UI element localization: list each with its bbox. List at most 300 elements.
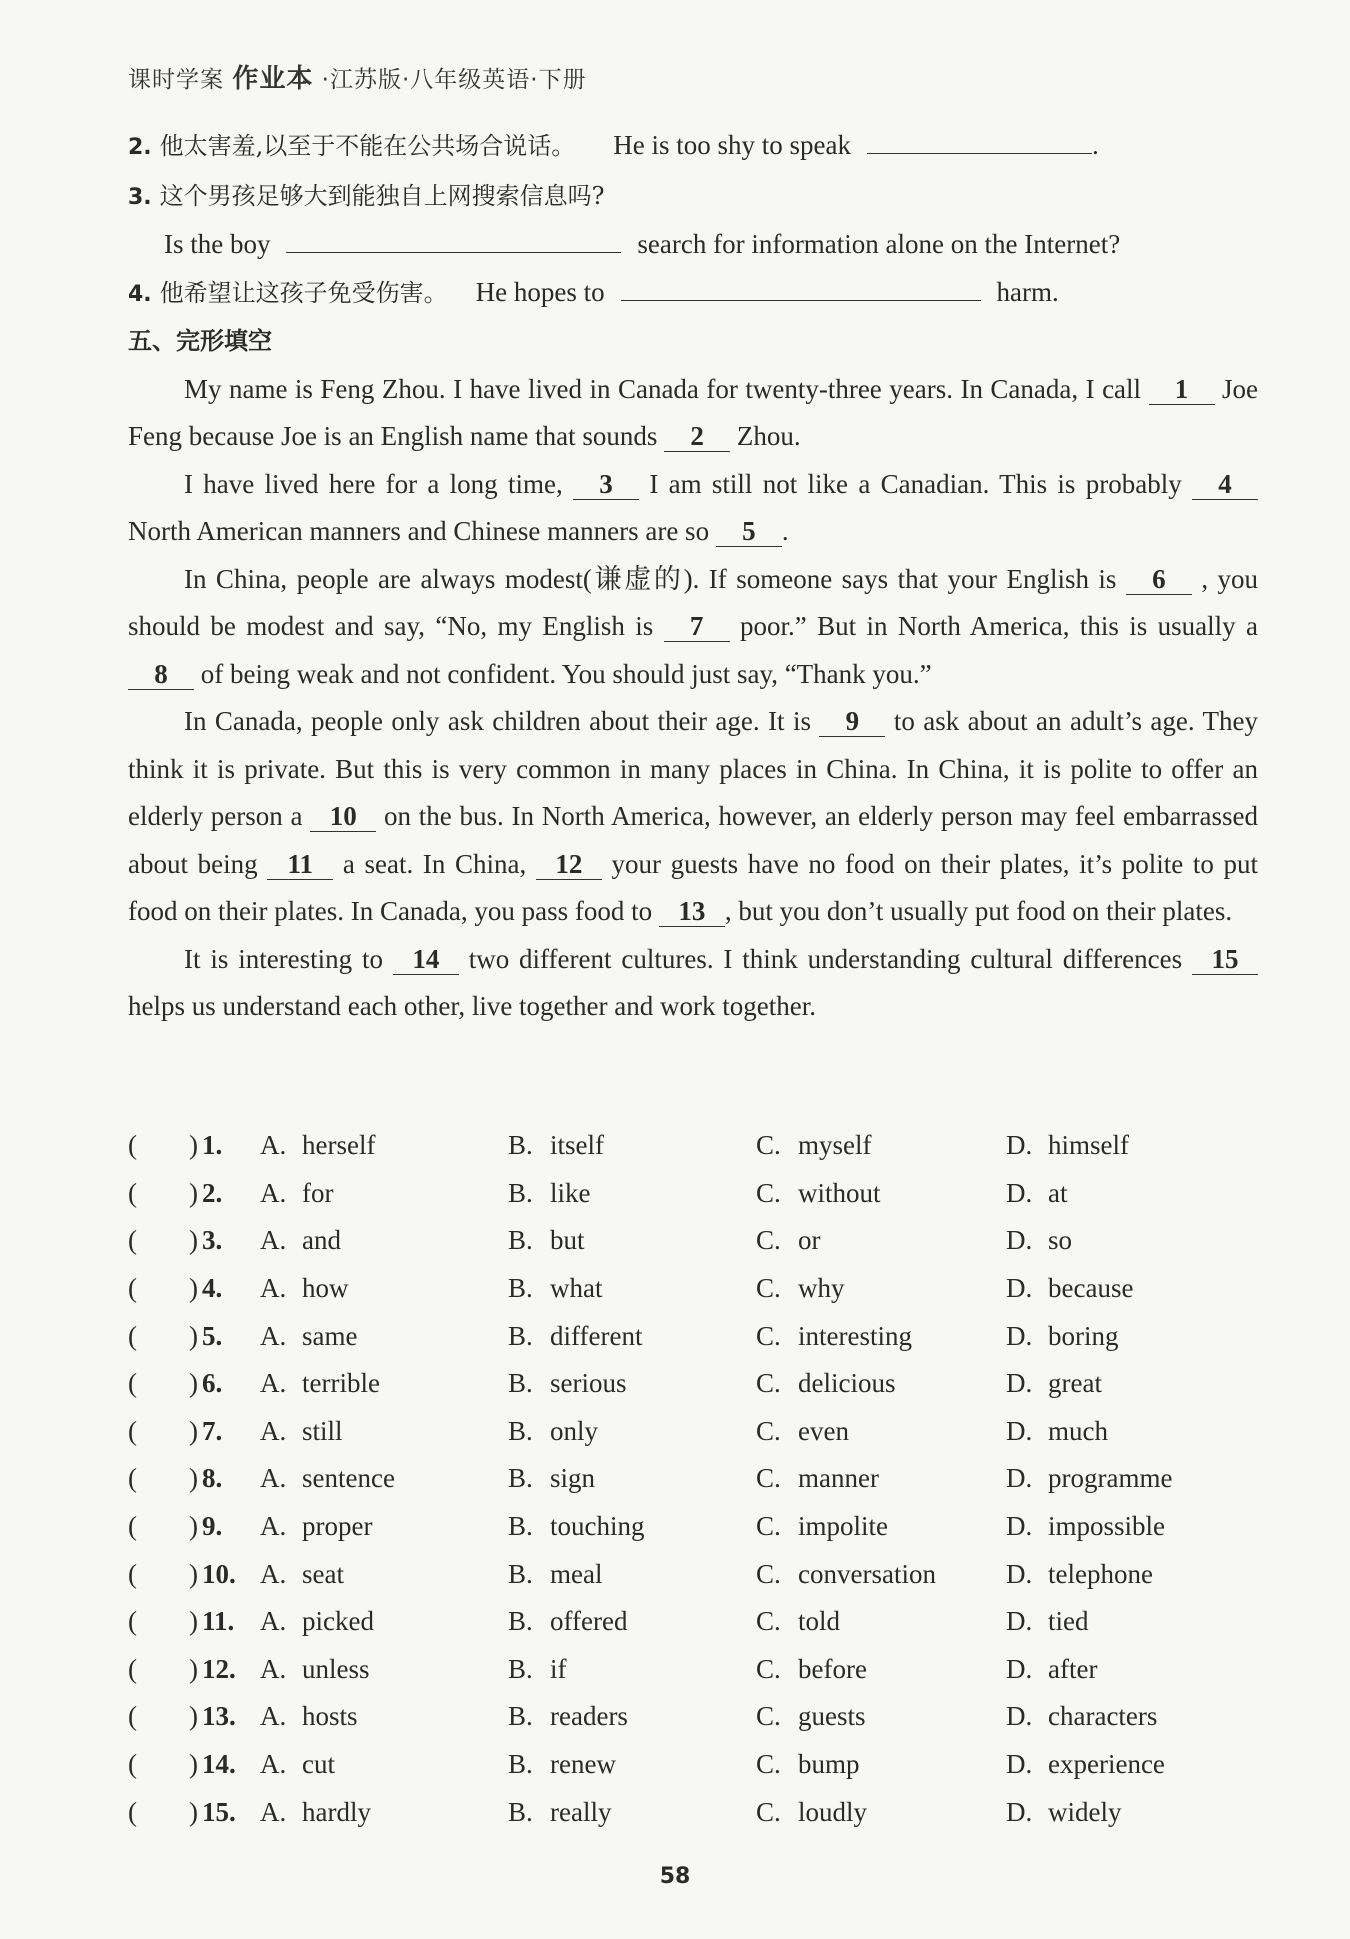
- choice-text: myself: [798, 1130, 872, 1161]
- english-end: harm.: [996, 276, 1059, 307]
- cloze-blank-9[interactable]: 9: [819, 706, 885, 737]
- choice-text: much: [1048, 1415, 1108, 1446]
- choice-letter: A.: [260, 1653, 287, 1684]
- chinese-sentence: 他希望让这孩子免受伤害。: [159, 278, 448, 307]
- choice-c[interactable]: [756, 1606, 1006, 1637]
- choice-b[interactable]: [508, 1178, 756, 1209]
- choice-letter: D.: [1006, 1368, 1033, 1399]
- chinese-sentence: 这个男孩足够大到能独自上网搜索信息吗?: [159, 181, 605, 210]
- choice-letter: B.: [508, 1558, 533, 1589]
- choice-text: impolite: [798, 1511, 888, 1542]
- choice-letter: A.: [260, 1511, 287, 1542]
- answer-bracket[interactable]: [128, 1749, 202, 1780]
- choice-b[interactable]: [508, 1606, 756, 1637]
- passage-paragraph-5: [128, 936, 1258, 1031]
- choice-letter: A.: [260, 1415, 287, 1446]
- option-row: [128, 1598, 1258, 1646]
- passage-text: , but you don’t usually put food on their plates.: [724, 896, 1233, 926]
- bracket-close: ): [189, 1558, 198, 1589]
- choice-text: sign: [550, 1463, 596, 1494]
- cloze-blank-14[interactable]: 14: [393, 944, 459, 975]
- choice-text: what: [550, 1273, 603, 1304]
- choice-b[interactable]: [508, 1273, 756, 1304]
- choice-text: at: [1048, 1177, 1068, 1208]
- choice-letter: C.: [756, 1463, 781, 1494]
- choice-letter: C.: [756, 1130, 781, 1161]
- choice-a[interactable]: [260, 1321, 508, 1352]
- answer-bracket[interactable]: [128, 1178, 202, 1209]
- choice-b[interactable]: [508, 1797, 756, 1828]
- bracket-open: (: [128, 1463, 137, 1494]
- bracket-close: ): [189, 1511, 198, 1542]
- choice-c[interactable]: [756, 1511, 1006, 1542]
- choice-a[interactable]: [260, 1797, 508, 1828]
- choice-text: or: [798, 1225, 821, 1256]
- question-number: 10.: [202, 1558, 236, 1589]
- option-row: [128, 1408, 1258, 1456]
- passage-text: My name is Feng Zhou. I have lived in Canada for twenty-three years. In Canada, I call: [184, 373, 1142, 404]
- choice-c[interactable]: [756, 1559, 1006, 1590]
- choice-b[interactable]: [508, 1130, 756, 1161]
- item-number: 3.: [128, 184, 152, 210]
- passage-text: poor.” But in North America, this is usually a: [740, 611, 1259, 641]
- page-header: [128, 58, 587, 95]
- choice-text: before: [798, 1653, 867, 1684]
- passage-text: In Canada, people only ask children about their age. It is: [184, 706, 811, 736]
- bracket-close: ): [189, 1463, 198, 1494]
- choice-text: manner: [798, 1463, 879, 1494]
- choice-letter: A.: [260, 1225, 287, 1256]
- choice-d[interactable]: [1006, 1368, 1236, 1399]
- choice-text: and: [302, 1225, 341, 1256]
- choice-text: telephone: [1048, 1558, 1153, 1589]
- choice-letter: B.: [508, 1177, 533, 1208]
- choice-letter: A.: [260, 1749, 287, 1780]
- cloze-blank-2[interactable]: 2: [664, 421, 730, 452]
- cloze-blank-15[interactable]: 15: [1192, 944, 1258, 975]
- cloze-blank-8[interactable]: 8: [128, 659, 194, 690]
- bracket-close: ): [189, 1796, 198, 1827]
- passage-text: .: [781, 516, 789, 546]
- choice-d[interactable]: [1006, 1416, 1236, 1447]
- choice-letter: A.: [260, 1130, 287, 1161]
- choice-b[interactable]: [508, 1368, 756, 1399]
- choice-text: widely: [1048, 1796, 1122, 1827]
- choice-text: different: [550, 1320, 643, 1351]
- choice-text: delicious: [798, 1368, 896, 1399]
- passage-text: I am still not like a Canadian. This is probably: [649, 468, 1182, 499]
- bracket-open: (: [128, 1511, 137, 1542]
- choice-text: same: [302, 1320, 358, 1351]
- passage-text: your guests have no food on their plates, it’s polite to put food on their plates. In Canada, you pass food to: [128, 848, 1259, 926]
- bracket-open: (: [128, 1606, 137, 1637]
- chinese-sentence: 他太害羞,以至于不能在公共场合说话。: [159, 132, 576, 160]
- choice-letter: A.: [260, 1463, 287, 1494]
- choice-d[interactable]: [1006, 1606, 1236, 1637]
- answer-bracket[interactable]: [128, 1463, 202, 1494]
- cloze-blank-12[interactable]: 12: [536, 849, 602, 880]
- choice-letter: C.: [756, 1653, 781, 1684]
- bracket-open: (: [128, 1368, 137, 1399]
- choice-b[interactable]: [508, 1559, 756, 1590]
- bracket-open: (: [128, 1749, 137, 1780]
- option-row: [128, 1693, 1258, 1741]
- passage-text: to ask about an adult’s age. They think it is private. But this is very common in many places in China. In China, it is polite to offer an elderly person a: [128, 706, 1258, 831]
- bracket-open: (: [128, 1653, 137, 1684]
- translation-item-4: [128, 269, 1258, 319]
- choice-letter: D.: [1006, 1273, 1033, 1304]
- bracket-close: ): [189, 1273, 198, 1304]
- option-row: [128, 1360, 1258, 1408]
- choice-b[interactable]: [508, 1511, 756, 1542]
- bracket-close: ): [189, 1415, 198, 1446]
- passage-text: two different cultures. I think understanding cultural differences: [468, 943, 1183, 974]
- choice-b[interactable]: [508, 1749, 756, 1780]
- cloze-blank-4[interactable]: 4: [1192, 469, 1258, 500]
- bracket-close: ): [189, 1225, 198, 1256]
- option-row: [128, 1741, 1258, 1789]
- passage-text: , you should be modest and say, “No, my English is: [128, 563, 1259, 641]
- choice-text: experience: [1048, 1749, 1165, 1780]
- option-row: [128, 1503, 1258, 1551]
- header-edition: ·江苏版·八年级英语·下册: [321, 67, 587, 93]
- choice-a[interactable]: [260, 1606, 508, 1637]
- question-number: 8.: [202, 1463, 223, 1494]
- choice-d[interactable]: [1006, 1130, 1236, 1161]
- passage-text: Zhou.: [736, 421, 801, 451]
- choice-text: still: [302, 1415, 343, 1446]
- choice-letter: B.: [508, 1415, 533, 1446]
- choice-letter: C.: [756, 1177, 781, 1208]
- choice-c[interactable]: [756, 1130, 1006, 1161]
- cloze-blank-7[interactable]: 7: [664, 611, 730, 642]
- question-number: 5.: [202, 1320, 223, 1351]
- passage-paragraph-1: [128, 366, 1258, 461]
- english-end: search for information alone on the Internet?: [637, 229, 1121, 259]
- choice-text: loudly: [798, 1796, 868, 1827]
- choice-b[interactable]: [508, 1463, 756, 1494]
- choice-text: without: [798, 1177, 881, 1208]
- choice-c[interactable]: [756, 1654, 1006, 1685]
- choice-letter: B.: [508, 1368, 533, 1399]
- choice-d[interactable]: [1006, 1273, 1236, 1304]
- choice-b[interactable]: [508, 1701, 756, 1732]
- choice-b[interactable]: [508, 1225, 756, 1256]
- answer-bracket[interactable]: [128, 1654, 202, 1685]
- choice-letter: C.: [756, 1511, 781, 1542]
- choice-c[interactable]: [756, 1368, 1006, 1399]
- choice-d[interactable]: [1006, 1654, 1236, 1685]
- choice-letter: D.: [1006, 1653, 1033, 1684]
- answer-bracket[interactable]: [128, 1797, 202, 1828]
- header-workbook: 作业本: [232, 64, 314, 94]
- choice-c[interactable]: [756, 1416, 1006, 1447]
- choice-c[interactable]: [756, 1701, 1006, 1732]
- item-number: 2.: [128, 135, 152, 160]
- bracket-open: (: [128, 1130, 137, 1161]
- cloze-blank-13[interactable]: 13: [659, 896, 725, 927]
- choice-text: cut: [302, 1749, 335, 1780]
- bracket-close: ): [189, 1653, 198, 1684]
- answer-blank[interactable]: [621, 270, 981, 301]
- choice-d[interactable]: [1006, 1178, 1236, 1209]
- choice-text: readers: [550, 1701, 628, 1732]
- question-number: 3.: [202, 1225, 223, 1256]
- choice-letter: C.: [756, 1225, 781, 1256]
- choice-b[interactable]: [508, 1654, 756, 1685]
- choice-letter: C.: [756, 1796, 781, 1827]
- answer-bracket[interactable]: [128, 1511, 202, 1542]
- answer-bracket[interactable]: [128, 1273, 202, 1304]
- passage-text: I have lived here for a long time,: [184, 468, 563, 499]
- answer-bracket[interactable]: [128, 1606, 202, 1637]
- choice-letter: A.: [260, 1273, 287, 1304]
- option-row: [128, 1550, 1258, 1598]
- choice-text: herself: [302, 1130, 376, 1161]
- choice-letter: B.: [508, 1320, 533, 1351]
- passage-text: of being weak and not confident. You should just say, “Thank you.”: [200, 658, 932, 689]
- translation-item-3-english: [128, 221, 1258, 269]
- choice-text: bump: [798, 1749, 860, 1780]
- choice-text: like: [550, 1177, 591, 1208]
- choice-text: boring: [1048, 1320, 1119, 1351]
- choice-text: seat: [302, 1558, 344, 1589]
- choice-letter: D.: [1006, 1415, 1033, 1446]
- choice-letter: C.: [756, 1701, 781, 1732]
- translation-item-2: [128, 122, 1258, 172]
- question-number: 11.: [202, 1606, 235, 1637]
- choice-text: impossible: [1048, 1511, 1166, 1542]
- choice-text: terrible: [302, 1368, 380, 1399]
- answer-bracket[interactable]: [128, 1416, 202, 1447]
- cloze-blank-5[interactable]: 5: [716, 516, 782, 547]
- question-number: 14.: [202, 1749, 236, 1780]
- bracket-open: (: [128, 1273, 137, 1304]
- choice-text: sentence: [302, 1463, 395, 1494]
- passage-paragraph-2: [128, 461, 1258, 556]
- choice-letter: D.: [1006, 1130, 1033, 1161]
- choice-d[interactable]: [1006, 1463, 1236, 1494]
- choice-letter: D.: [1006, 1606, 1033, 1637]
- choice-letter: C.: [756, 1558, 781, 1589]
- choice-letter: B.: [508, 1796, 533, 1827]
- choice-letter: D.: [1006, 1701, 1033, 1732]
- choice-d[interactable]: [1006, 1321, 1236, 1352]
- question-number: 2.: [202, 1177, 223, 1208]
- question-number: 15.: [202, 1796, 236, 1827]
- choice-a[interactable]: [260, 1368, 508, 1399]
- cloze-blank-1[interactable]: 1: [1149, 374, 1215, 405]
- section-title: 五、完形填空: [128, 327, 272, 355]
- bracket-close: ): [189, 1320, 198, 1351]
- choice-letter: D.: [1006, 1225, 1033, 1256]
- choice-letter: D.: [1006, 1177, 1033, 1208]
- option-row: [128, 1788, 1258, 1836]
- bracket-open: (: [128, 1796, 137, 1827]
- item-number: 4.: [128, 281, 152, 307]
- choice-letter: A.: [260, 1558, 287, 1589]
- choice-letter: A.: [260, 1796, 287, 1827]
- choice-b[interactable]: [508, 1321, 756, 1352]
- english-prompt: He is too shy to speak: [613, 130, 851, 160]
- choice-text: serious: [550, 1368, 627, 1399]
- passage-paragraph-3: [128, 556, 1258, 699]
- passage-paragraph-4: [128, 698, 1258, 936]
- bracket-open: (: [128, 1558, 137, 1589]
- choice-d[interactable]: [1006, 1511, 1236, 1542]
- choice-text: if: [550, 1653, 567, 1684]
- choice-text: meal: [550, 1558, 603, 1589]
- choice-text: guests: [798, 1701, 866, 1732]
- cloze-blank-6[interactable]: 6: [1126, 564, 1192, 595]
- question-number: 7.: [202, 1415, 223, 1446]
- choice-letter: B.: [508, 1130, 533, 1161]
- choice-c[interactable]: [756, 1273, 1006, 1304]
- choice-text: interesting: [798, 1320, 912, 1351]
- choice-letter: C.: [756, 1368, 781, 1399]
- choice-text: himself: [1048, 1130, 1129, 1161]
- cloze-blank-11[interactable]: 11: [267, 849, 333, 880]
- choice-text: even: [798, 1415, 849, 1446]
- choice-c[interactable]: [756, 1321, 1006, 1352]
- choice-text: so: [1048, 1225, 1073, 1256]
- choice-letter: A.: [260, 1368, 287, 1399]
- choice-letter: C.: [756, 1606, 781, 1637]
- passage-text: a seat. In China,: [342, 848, 527, 879]
- choice-letter: B.: [508, 1653, 533, 1684]
- choice-letter: D.: [1006, 1463, 1033, 1494]
- choice-a[interactable]: [260, 1654, 508, 1685]
- passage-text: It is interesting to: [184, 943, 384, 974]
- passage-text: North American manners and Chinese manners are so: [128, 516, 710, 546]
- choice-a[interactable]: [260, 1463, 508, 1494]
- choice-d[interactable]: [1006, 1225, 1236, 1256]
- page-number: 58: [659, 1864, 691, 1889]
- choice-letter: A.: [260, 1606, 287, 1637]
- english-prompt: He hopes to: [475, 276, 605, 307]
- question-number: 4.: [202, 1273, 223, 1304]
- choice-a[interactable]: [260, 1130, 508, 1161]
- choice-text: for: [302, 1177, 334, 1208]
- choice-a[interactable]: [260, 1511, 508, 1542]
- choice-d[interactable]: [1006, 1559, 1236, 1590]
- answer-bracket[interactable]: [128, 1321, 202, 1352]
- choice-letter: B.: [508, 1511, 533, 1542]
- choice-text: only: [550, 1415, 599, 1446]
- choice-letter: B.: [508, 1749, 533, 1780]
- header-series: 课时学案: [128, 67, 224, 93]
- choice-text: told: [798, 1606, 841, 1637]
- choice-text: proper: [302, 1511, 373, 1542]
- option-row: [128, 1455, 1258, 1503]
- choice-text: tied: [1048, 1606, 1089, 1637]
- choice-text: itself: [550, 1130, 604, 1161]
- choice-c[interactable]: [756, 1178, 1006, 1209]
- answer-bracket[interactable]: [128, 1368, 202, 1399]
- question-number: 12.: [202, 1653, 236, 1684]
- option-row: [128, 1265, 1258, 1313]
- bracket-open: (: [128, 1225, 137, 1256]
- answer-bracket[interactable]: [128, 1225, 202, 1256]
- option-row: [128, 1312, 1258, 1360]
- passage-text: on the bus. In North America, however, an elderly person may feel embarrassed about being: [128, 801, 1258, 879]
- answer-bracket[interactable]: [128, 1701, 202, 1732]
- option-row: [128, 1646, 1258, 1694]
- answer-bracket[interactable]: [128, 1130, 202, 1161]
- choice-letter: D.: [1006, 1511, 1033, 1542]
- option-row: [128, 1170, 1258, 1218]
- question-number: 13.: [202, 1701, 236, 1732]
- choice-text: but: [550, 1225, 585, 1256]
- choice-a[interactable]: [260, 1559, 508, 1590]
- choice-b[interactable]: [508, 1416, 756, 1447]
- choice-letter: D.: [1006, 1558, 1033, 1589]
- choice-text: hosts: [302, 1701, 358, 1732]
- choice-a[interactable]: [260, 1178, 508, 1209]
- choice-text: hardly: [302, 1796, 371, 1827]
- english-end: .: [1091, 130, 1099, 160]
- bracket-close: ): [189, 1368, 198, 1399]
- choice-d[interactable]: [1006, 1797, 1236, 1828]
- choice-text: after: [1048, 1653, 1098, 1684]
- choice-a[interactable]: [260, 1749, 508, 1780]
- option-row: [128, 1122, 1258, 1170]
- bracket-open: (: [128, 1701, 137, 1732]
- choice-a[interactable]: [260, 1273, 508, 1304]
- choice-letter: B.: [508, 1606, 533, 1637]
- choice-c[interactable]: [756, 1797, 1006, 1828]
- choice-d[interactable]: [1006, 1701, 1236, 1732]
- choice-c[interactable]: [756, 1463, 1006, 1494]
- bracket-close: ): [189, 1606, 198, 1637]
- choice-d[interactable]: [1006, 1749, 1236, 1780]
- choice-a[interactable]: [260, 1701, 508, 1732]
- cloze-blank-10[interactable]: 10: [310, 801, 376, 832]
- choice-letter: B.: [508, 1463, 533, 1494]
- choice-letter: A.: [260, 1701, 287, 1732]
- choice-a[interactable]: [260, 1416, 508, 1447]
- choice-c[interactable]: [756, 1225, 1006, 1256]
- choice-letter: D.: [1006, 1796, 1033, 1827]
- answer-blank[interactable]: [286, 222, 621, 253]
- choice-text: renew: [550, 1749, 616, 1780]
- choice-letter: C.: [756, 1415, 781, 1446]
- choice-text: because: [1048, 1273, 1134, 1304]
- choice-letter: C.: [756, 1273, 781, 1304]
- choice-letter: B.: [508, 1225, 533, 1256]
- bracket-close: ): [189, 1701, 198, 1732]
- choice-text: conversation: [798, 1558, 936, 1589]
- answer-bracket[interactable]: [128, 1559, 202, 1590]
- choice-text: picked: [302, 1606, 374, 1637]
- bracket-close: ): [189, 1130, 198, 1161]
- content-area: [128, 122, 1258, 1031]
- options-list: [128, 1122, 1258, 1836]
- choice-text: touching: [550, 1511, 645, 1542]
- english-prompt: Is the boy: [164, 229, 271, 259]
- choice-letter: C.: [756, 1749, 781, 1780]
- choice-letter: B.: [508, 1273, 533, 1304]
- bracket-open: (: [128, 1415, 137, 1446]
- choice-letter: A.: [260, 1177, 287, 1208]
- choice-c[interactable]: [756, 1749, 1006, 1780]
- cloze-blank-3[interactable]: 3: [573, 469, 639, 500]
- answer-blank[interactable]: [867, 123, 1092, 154]
- choice-text: programme: [1048, 1463, 1173, 1494]
- question-number: 6.: [202, 1368, 223, 1399]
- choice-a[interactable]: [260, 1225, 508, 1256]
- choice-letter: A.: [260, 1320, 287, 1351]
